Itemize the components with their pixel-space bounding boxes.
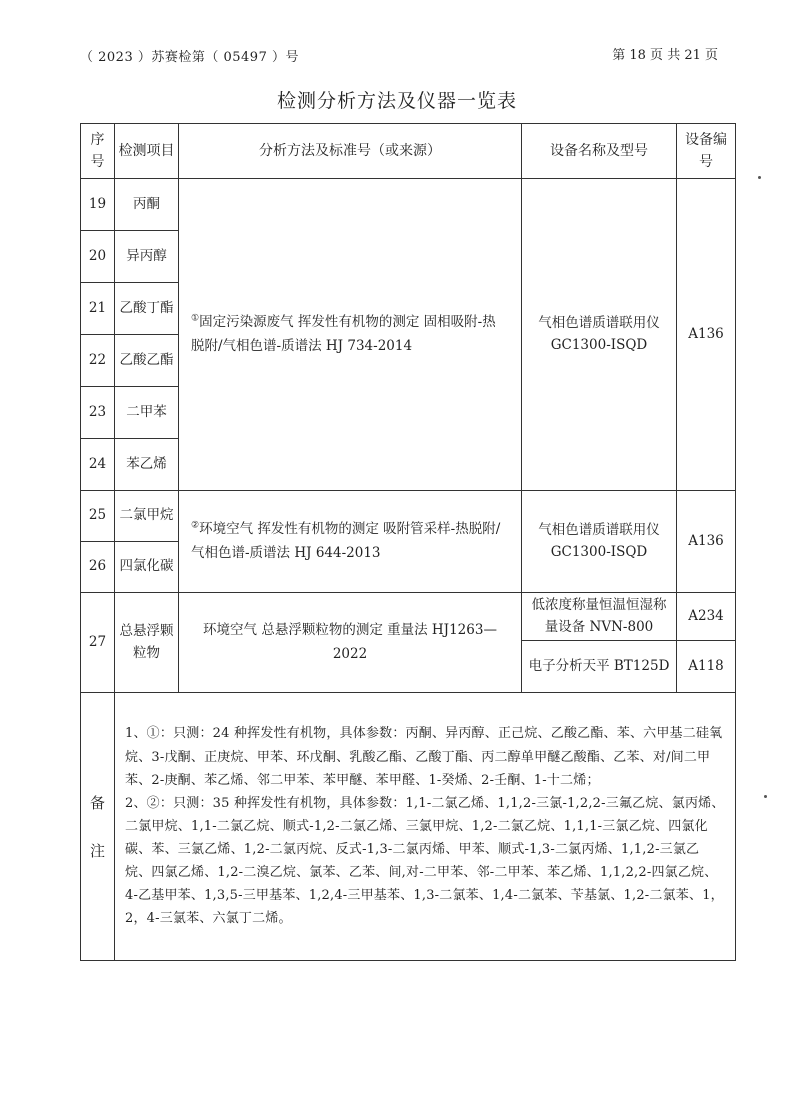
row-item: 四氯化碳 [115,542,179,593]
row-item: 丙酮 [115,179,179,231]
header-method: 分析方法及标准号（或来源） [179,124,522,179]
table-row [81,179,736,231]
row-no: 26 [81,542,115,593]
remarks-label: 备 注 [81,693,115,961]
equipment-no-cell: A136 [677,179,736,491]
remarks-text [115,693,736,961]
row-no: 23 [81,387,115,439]
equipment-no-cell: A118 [677,641,736,693]
header-equipment-no: 设备编号 [677,124,736,179]
row-item: 二氯甲烷 [115,491,179,542]
remarks-row [81,693,736,961]
row-item: 二甲苯 [115,387,179,439]
row-item: 乙酸乙酯 [115,335,179,387]
remark-line-2: 2、②：只测：35 种挥发性有机物，具体参数：1,1-二氯乙烯、1,1,2-三氯-1,2,2-三氟乙烷、氯丙烯、二氯甲烷、1,1-二氯乙烷、顺式-1,2-二氯乙烯、三氯甲烷、1,2-二氯乙烷、1,1,1-三氯乙烷、四氯化碳、苯、三氯乙烯、1,2-二氯丙烷、反式-1,3-二氯丙烯、甲苯、顺式-1,3-二氯丙烯、1,1,2-三氯乙烷、四氯乙烯、1,2-二溴乙烷、氯苯、乙苯、间,对-二甲苯、邻-二甲苯、苯乙烯、1,1,2,2-四氯乙烷、4-乙基甲苯、1,3,5-三甲基苯、1,2,4-三甲基苯、1,3-二氯苯、1,4-二氯苯、苄基氯、1,2-二氯苯、1，2，4-三氯苯、六氯丁二烯。 [125,795,725,927]
row-no: 20 [81,231,115,283]
equipment-cell: 低浓度称量恒温恒湿称量设备 NVN-800 [522,593,677,641]
equipment-cell: 气相色谱质谱联用仪 GC1300-ISQD [522,179,677,491]
row-item: 乙酸丁酯 [115,283,179,335]
row-item: 苯乙烯 [115,439,179,491]
method-text: 环境空气 挥发性有机物的测定 吸附管采样-热脱附/气相色谱-质谱法 HJ 644-2013 [191,520,501,561]
row-no: 19 [81,179,115,231]
method-mark: ① [191,313,200,324]
header-equipment: 设备名称及型号 [522,124,677,179]
scan-speck [758,176,761,179]
table-row [81,593,736,641]
methods-table [80,123,736,961]
equipment-no-cell: A234 [677,593,736,641]
header-item: 检测项目 [115,124,179,179]
row-no: 27 [81,593,115,693]
table-row [81,491,736,542]
method-cell [179,179,522,491]
equipment-no-cell: A136 [677,491,736,593]
table-header-row [81,124,736,179]
method-cell: 环境空气 总悬浮颗粒物的测定 重量法 HJ1263—2022 [179,593,522,693]
header-no: 序号 [81,124,115,179]
page-title: 检测分析方法及仪器一览表 [276,90,517,112]
document-number: （ 2023 ）苏赛检第（ 05497 ）号 [80,50,299,65]
row-no: 24 [81,439,115,491]
method-mark: ② [191,520,200,531]
remark-line-1: 1、①：只测：24 种挥发性有机物，具体参数：丙酮、异丙醇、正己烷、乙酸乙酯、苯、六甲基二硅氧烷、3-戊酮、正庚烷、甲苯、环戊酮、乳酸乙酯、乙酸丁酯、丙二醇单甲醚乙酸酯、乙苯、对/间二甲苯、2-庚酮、苯乙烯、邻二甲苯、苯甲醚、苯甲醛、1-癸烯、2-壬酮、1-十二烯； [125,726,723,788]
equipment-cell: 气相色谱质谱联用仪 GC1300-ISQD [522,491,677,593]
page-info: 第 18 页 共 21 页 [612,48,718,63]
equipment-cell: 电子分析天平 BT125D [522,641,677,693]
row-no: 25 [81,491,115,542]
scan-speck [764,795,767,798]
method-cell [179,491,522,593]
row-item: 总悬浮颗粒物 [115,593,179,693]
row-item: 异丙醇 [115,231,179,283]
row-no: 21 [81,283,115,335]
row-no: 22 [81,335,115,387]
method-text: 固定污染源废气 挥发性有机物的测定 固相吸附-热脱附/气相色谱-质谱法 HJ 734-2014 [191,313,496,354]
